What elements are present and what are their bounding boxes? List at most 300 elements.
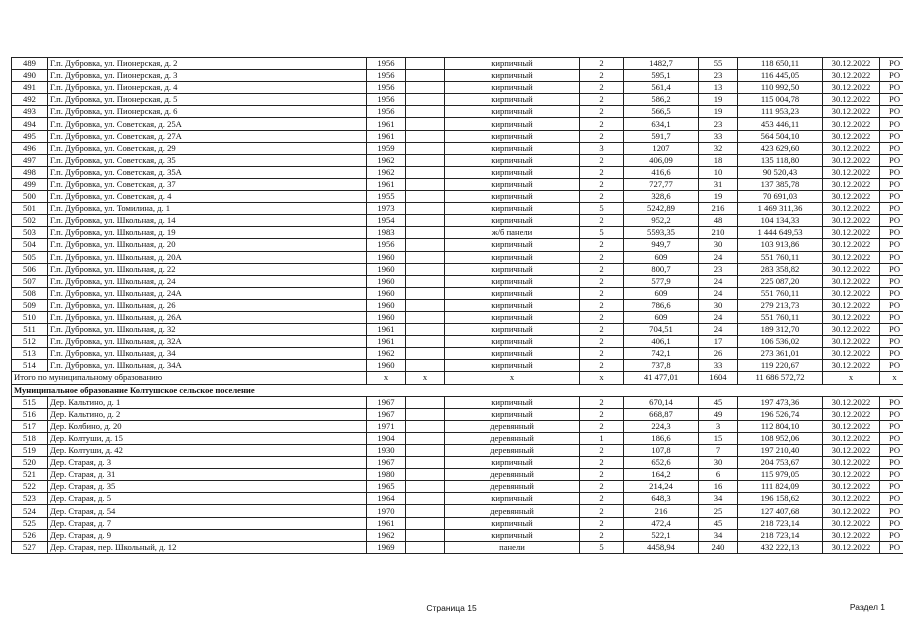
date-cell: 30.12.2022 xyxy=(823,469,880,481)
row-number: 508 xyxy=(12,287,48,299)
area-cell: 648,3 xyxy=(624,493,699,505)
date-cell: 30.12.2022 xyxy=(823,324,880,336)
address-cell: Г.п. Дубровка, ул. Томилина, д. 1 xyxy=(48,203,367,215)
address-cell: Г.п. Дубровка, ул. Школьная, д. 26А xyxy=(48,311,367,323)
residents-cell: 45 xyxy=(699,517,738,529)
row-number: 527 xyxy=(12,541,48,553)
cost-cell: 116 445,05 xyxy=(738,70,823,82)
empty-cell xyxy=(406,445,445,457)
floors-cell: 2 xyxy=(580,396,624,408)
year-cell: 1960 xyxy=(367,311,406,323)
method-cell: РО xyxy=(880,324,903,336)
year-cell: 1970 xyxy=(367,505,406,517)
floors-cell: 5 xyxy=(580,227,624,239)
address-cell: Дер. Старая, д. 9 xyxy=(48,529,367,541)
cost-cell: 423 629,60 xyxy=(738,142,823,154)
row-number: 494 xyxy=(12,118,48,130)
year-cell: 1962 xyxy=(367,529,406,541)
empty-cell xyxy=(406,130,445,142)
material-cell: деревянный xyxy=(445,505,580,517)
total-date: x xyxy=(823,372,880,384)
address-cell: Г.п. Дубровка, ул. Советская, д. 25А xyxy=(48,118,367,130)
empty-cell xyxy=(406,396,445,408)
residents-cell: 34 xyxy=(699,529,738,541)
method-cell: РО xyxy=(880,178,903,190)
address-cell: Г.п. Дубровка, ул. Советская, д. 29 xyxy=(48,142,367,154)
total-label: Итого по муниципальному образованию xyxy=(12,372,367,384)
address-cell: Г.п. Дубровка, ул. Пионерская, д. 3 xyxy=(48,70,367,82)
table-row xyxy=(12,324,903,336)
cost-cell: 103 913,86 xyxy=(738,239,823,251)
floors-cell: 2 xyxy=(580,239,624,251)
address-cell: Г.п. Дубровка, ул. Школьная, д. 19 xyxy=(48,227,367,239)
material-cell: кирпичный xyxy=(445,275,580,287)
method-cell: РО xyxy=(880,263,903,275)
row-number: 491 xyxy=(12,82,48,94)
address-cell: Дер. Кальтино, д. 1 xyxy=(48,396,367,408)
floors-cell: 2 xyxy=(580,311,624,323)
residents-cell: 216 xyxy=(699,203,738,215)
floors-cell: 2 xyxy=(580,130,624,142)
area-cell: 595,1 xyxy=(624,70,699,82)
year-cell: 1969 xyxy=(367,541,406,553)
row-number: 504 xyxy=(12,239,48,251)
section-title: Муниципальное образование Колтушское сельское поселение xyxy=(12,384,903,396)
table-row xyxy=(12,360,903,372)
material-cell: деревянный xyxy=(445,420,580,432)
year-cell: 1956 xyxy=(367,106,406,118)
address-cell: Г.п. Дубровка, ул. Советская, д. 4 xyxy=(48,191,367,203)
residents-cell: 23 xyxy=(699,263,738,275)
year-cell: 1959 xyxy=(367,142,406,154)
date-cell: 30.12.2022 xyxy=(823,360,880,372)
material-cell: кирпичный xyxy=(445,154,580,166)
residents-cell: 30 xyxy=(699,239,738,251)
method-cell: РО xyxy=(880,275,903,287)
row-number: 500 xyxy=(12,191,48,203)
row-number: 499 xyxy=(12,178,48,190)
address-cell: Г.п. Дубровка, ул. Школьная, д. 34А xyxy=(48,360,367,372)
table-row xyxy=(12,348,903,360)
empty-cell xyxy=(406,275,445,287)
year-cell: 1956 xyxy=(367,239,406,251)
row-number: 495 xyxy=(12,130,48,142)
residents-cell: 23 xyxy=(699,118,738,130)
cost-cell: 90 520,43 xyxy=(738,166,823,178)
year-cell: 1967 xyxy=(367,408,406,420)
floors-cell: 2 xyxy=(580,420,624,432)
empty-cell xyxy=(406,191,445,203)
residents-cell: 31 xyxy=(699,178,738,190)
method-cell: РО xyxy=(880,58,903,70)
empty-cell xyxy=(406,348,445,360)
material-cell: кирпичный xyxy=(445,324,580,336)
date-cell: 30.12.2022 xyxy=(823,215,880,227)
cost-cell: 551 760,11 xyxy=(738,311,823,323)
method-cell: РО xyxy=(880,348,903,360)
method-cell: РО xyxy=(880,432,903,444)
method-cell: РО xyxy=(880,481,903,493)
address-cell: Г.п. Дубровка, ул. Школьная, д. 24 xyxy=(48,275,367,287)
method-cell: РО xyxy=(880,239,903,251)
material-cell: кирпичный xyxy=(445,396,580,408)
area-cell: 561,4 xyxy=(624,82,699,94)
method-cell: РО xyxy=(880,94,903,106)
table-row xyxy=(12,396,903,408)
floors-cell: 2 xyxy=(580,287,624,299)
floors-cell: 1 xyxy=(580,432,624,444)
area-cell: 742,1 xyxy=(624,348,699,360)
cost-cell: 106 536,02 xyxy=(738,336,823,348)
row-number: 523 xyxy=(12,493,48,505)
material-cell: кирпичный xyxy=(445,191,580,203)
empty-cell xyxy=(406,106,445,118)
row-number: 522 xyxy=(12,481,48,493)
address-cell: Дер. Старая, д. 31 xyxy=(48,469,367,481)
address-cell: Дер. Старая, д. 7 xyxy=(48,517,367,529)
floors-cell: 2 xyxy=(580,106,624,118)
residents-cell: 33 xyxy=(699,360,738,372)
year-cell: 1955 xyxy=(367,191,406,203)
cost-cell: 196 158,62 xyxy=(738,493,823,505)
residents-cell: 240 xyxy=(699,541,738,553)
empty-cell xyxy=(406,469,445,481)
material-cell: кирпичный xyxy=(445,287,580,299)
row-number: 507 xyxy=(12,275,48,287)
method-cell: РО xyxy=(880,336,903,348)
empty-cell xyxy=(406,154,445,166)
address-cell: Г.п. Дубровка, ул. Советская, д. 37 xyxy=(48,178,367,190)
empty-cell xyxy=(406,432,445,444)
cost-cell: 196 526,74 xyxy=(738,408,823,420)
material-cell: кирпичный xyxy=(445,336,580,348)
material-cell: кирпичный xyxy=(445,178,580,190)
area-cell: 5593,35 xyxy=(624,227,699,239)
material-cell: кирпичный xyxy=(445,215,580,227)
date-cell: 30.12.2022 xyxy=(823,203,880,215)
floors-cell: 2 xyxy=(580,505,624,517)
material-cell: кирпичный xyxy=(445,94,580,106)
area-cell: 5242,89 xyxy=(624,203,699,215)
material-cell: деревянный xyxy=(445,481,580,493)
address-cell: Г.п. Дубровка, ул. Пионерская, д. 4 xyxy=(48,82,367,94)
date-cell: 30.12.2022 xyxy=(823,481,880,493)
date-cell: 30.12.2022 xyxy=(823,457,880,469)
table-row xyxy=(12,178,903,190)
row-number: 509 xyxy=(12,299,48,311)
method-cell: РО xyxy=(880,420,903,432)
area-cell: 224,3 xyxy=(624,420,699,432)
floors-cell: 2 xyxy=(580,263,624,275)
date-cell: 30.12.2022 xyxy=(823,251,880,263)
method-cell: РО xyxy=(880,493,903,505)
residents-cell: 3 xyxy=(699,420,738,432)
floors-cell: 2 xyxy=(580,82,624,94)
cost-cell: 111 824,09 xyxy=(738,481,823,493)
residents-cell: 30 xyxy=(699,457,738,469)
method-cell: РО xyxy=(880,287,903,299)
row-number: 498 xyxy=(12,166,48,178)
total-method: x xyxy=(880,372,903,384)
area-cell: 577,9 xyxy=(624,275,699,287)
row-number: 516 xyxy=(12,408,48,420)
residents-cell: 24 xyxy=(699,275,738,287)
material-cell: деревянный xyxy=(445,445,580,457)
row-number: 524 xyxy=(12,505,48,517)
floors-cell: 2 xyxy=(580,529,624,541)
table-row xyxy=(12,420,903,432)
area-cell: 186,6 xyxy=(624,432,699,444)
floors-cell: 2 xyxy=(580,178,624,190)
residents-cell: 24 xyxy=(699,324,738,336)
cost-cell: 70 691,03 xyxy=(738,191,823,203)
residents-cell: 6 xyxy=(699,469,738,481)
table-row xyxy=(12,445,903,457)
method-cell: РО xyxy=(880,299,903,311)
row-number: 526 xyxy=(12,529,48,541)
table-row xyxy=(12,239,903,251)
table-row xyxy=(12,70,903,82)
material-cell: панели xyxy=(445,541,580,553)
date-cell: 30.12.2022 xyxy=(823,275,880,287)
area-cell: 591,7 xyxy=(624,130,699,142)
date-cell: 30.12.2022 xyxy=(823,517,880,529)
residents-cell: 17 xyxy=(699,336,738,348)
date-cell: 30.12.2022 xyxy=(823,94,880,106)
material-cell: деревянный xyxy=(445,432,580,444)
residents-cell: 45 xyxy=(699,396,738,408)
empty-cell xyxy=(406,481,445,493)
table-row xyxy=(12,432,903,444)
empty-cell xyxy=(406,287,445,299)
year-cell: 1956 xyxy=(367,70,406,82)
year-cell: 1967 xyxy=(367,457,406,469)
row-number: 496 xyxy=(12,142,48,154)
floors-cell: 2 xyxy=(580,118,624,130)
method-cell: РО xyxy=(880,505,903,517)
year-cell: 1960 xyxy=(367,287,406,299)
table-row xyxy=(12,517,903,529)
method-cell: РО xyxy=(880,396,903,408)
residents-cell: 34 xyxy=(699,493,738,505)
material-cell: деревянный xyxy=(445,469,580,481)
area-cell: 786,6 xyxy=(624,299,699,311)
date-cell: 30.12.2022 xyxy=(823,166,880,178)
year-cell: 1962 xyxy=(367,348,406,360)
table-row xyxy=(12,94,903,106)
row-number: 517 xyxy=(12,420,48,432)
date-cell: 30.12.2022 xyxy=(823,118,880,130)
table-row xyxy=(12,191,903,203)
row-number: 521 xyxy=(12,469,48,481)
address-cell: Дер. Старая, пер. Школьный, д. 12 xyxy=(48,541,367,553)
residents-cell: 30 xyxy=(699,299,738,311)
year-cell: 1980 xyxy=(367,469,406,481)
year-cell: 1961 xyxy=(367,324,406,336)
method-cell: РО xyxy=(880,445,903,457)
residents-cell: 15 xyxy=(699,432,738,444)
table-row xyxy=(12,408,903,420)
date-cell: 30.12.2022 xyxy=(823,82,880,94)
date-cell: 30.12.2022 xyxy=(823,178,880,190)
table-row xyxy=(12,481,903,493)
empty-cell xyxy=(406,215,445,227)
row-number: 514 xyxy=(12,360,48,372)
area-cell: 406,09 xyxy=(624,154,699,166)
row-number: 512 xyxy=(12,336,48,348)
address-cell: Г.п. Дубровка, ул. Советская, д. 35 xyxy=(48,154,367,166)
method-cell: РО xyxy=(880,215,903,227)
table-row xyxy=(12,251,903,263)
cost-cell: 115 979,05 xyxy=(738,469,823,481)
total-residents: 1604 xyxy=(699,372,738,384)
table-row xyxy=(12,203,903,215)
date-cell: 30.12.2022 xyxy=(823,58,880,70)
cost-cell: 279 213,73 xyxy=(738,299,823,311)
date-cell: 30.12.2022 xyxy=(823,130,880,142)
cost-cell: 112 804,10 xyxy=(738,420,823,432)
table-row xyxy=(12,118,903,130)
cost-cell: 218 723,14 xyxy=(738,529,823,541)
table-row xyxy=(12,227,903,239)
floors-cell: 2 xyxy=(580,348,624,360)
year-cell: 1930 xyxy=(367,445,406,457)
area-cell: 522,1 xyxy=(624,529,699,541)
residents-cell: 32 xyxy=(699,142,738,154)
floors-cell: 5 xyxy=(580,203,624,215)
material-cell: кирпичный xyxy=(445,263,580,275)
area-cell: 704,51 xyxy=(624,324,699,336)
residents-cell: 33 xyxy=(699,130,738,142)
date-cell: 30.12.2022 xyxy=(823,311,880,323)
material-cell: кирпичный xyxy=(445,106,580,118)
cost-cell: 1 444 649,53 xyxy=(738,227,823,239)
cost-cell: 218 723,14 xyxy=(738,517,823,529)
cost-cell: 283 358,82 xyxy=(738,263,823,275)
empty-cell xyxy=(406,58,445,70)
method-cell: РО xyxy=(880,311,903,323)
area-cell: 1482,7 xyxy=(624,58,699,70)
floors-cell: 2 xyxy=(580,517,624,529)
method-cell: РО xyxy=(880,529,903,541)
residents-cell: 16 xyxy=(699,481,738,493)
row-number: 513 xyxy=(12,348,48,360)
cost-cell: 551 760,11 xyxy=(738,251,823,263)
year-cell: 1964 xyxy=(367,493,406,505)
cost-cell: 119 220,67 xyxy=(738,360,823,372)
table-row xyxy=(12,336,903,348)
material-cell: кирпичный xyxy=(445,58,580,70)
method-cell: РО xyxy=(880,408,903,420)
total-area: 41 477,01 xyxy=(624,372,699,384)
material-cell: кирпичный xyxy=(445,493,580,505)
method-cell: РО xyxy=(880,82,903,94)
cost-cell: 453 446,11 xyxy=(738,118,823,130)
empty-cell xyxy=(406,457,445,469)
year-cell: 1983 xyxy=(367,227,406,239)
table-row xyxy=(12,493,903,505)
area-cell: 566,5 xyxy=(624,106,699,118)
empty-cell xyxy=(406,541,445,553)
method-cell: РО xyxy=(880,70,903,82)
cost-cell: 189 312,70 xyxy=(738,324,823,336)
empty-cell xyxy=(406,227,445,239)
section-header-row xyxy=(12,384,903,396)
year-cell: 1962 xyxy=(367,166,406,178)
address-cell: Г.п. Дубровка, ул. Пионерская, д. 5 xyxy=(48,94,367,106)
residents-cell: 24 xyxy=(699,311,738,323)
section-label: Раздел 1 xyxy=(849,602,885,612)
material-cell: кирпичный xyxy=(445,299,580,311)
date-cell: 30.12.2022 xyxy=(823,336,880,348)
year-cell: 1954 xyxy=(367,215,406,227)
cost-cell: 1 469 311,36 xyxy=(738,203,823,215)
material-cell: кирпичный xyxy=(445,348,580,360)
floors-cell: 2 xyxy=(580,166,624,178)
date-cell: 30.12.2022 xyxy=(823,408,880,420)
cost-cell: 118 650,11 xyxy=(738,58,823,70)
material-cell: кирпичный xyxy=(445,118,580,130)
cost-cell: 115 004,78 xyxy=(738,94,823,106)
date-cell: 30.12.2022 xyxy=(823,445,880,457)
empty-cell xyxy=(406,142,445,154)
year-cell: 1956 xyxy=(367,58,406,70)
date-cell: 30.12.2022 xyxy=(823,106,880,118)
date-cell: 30.12.2022 xyxy=(823,396,880,408)
row-number: 519 xyxy=(12,445,48,457)
material-cell: кирпичный xyxy=(445,130,580,142)
material-cell: кирпичный xyxy=(445,82,580,94)
floors-cell: 2 xyxy=(580,493,624,505)
residents-cell: 48 xyxy=(699,215,738,227)
residents-cell: 49 xyxy=(699,408,738,420)
address-cell: Дер. Колбино, д. 20 xyxy=(48,420,367,432)
row-number: 492 xyxy=(12,94,48,106)
empty-cell xyxy=(406,299,445,311)
material-cell: кирпичный xyxy=(445,408,580,420)
cost-cell: 197 210,40 xyxy=(738,445,823,457)
row-number: 510 xyxy=(12,311,48,323)
empty-cell xyxy=(406,70,445,82)
year-cell: 1960 xyxy=(367,251,406,263)
cost-cell: 551 760,11 xyxy=(738,287,823,299)
empty-cell xyxy=(406,360,445,372)
address-cell: Г.п. Дубровка, ул. Школьная, д. 22 xyxy=(48,263,367,275)
address-cell: Г.п. Дубровка, ул. Школьная, д. 20А xyxy=(48,251,367,263)
address-cell: Дер. Кальтино, д. 2 xyxy=(48,408,367,420)
empty-cell xyxy=(406,336,445,348)
cost-cell: 197 473,36 xyxy=(738,396,823,408)
row-number: 501 xyxy=(12,203,48,215)
year-cell: 1961 xyxy=(367,130,406,142)
date-cell: 30.12.2022 xyxy=(823,541,880,553)
cost-cell: 111 953,23 xyxy=(738,106,823,118)
residents-cell: 210 xyxy=(699,227,738,239)
year-cell: 1961 xyxy=(367,118,406,130)
cost-cell: 104 134,33 xyxy=(738,215,823,227)
floors-cell: 2 xyxy=(580,481,624,493)
method-cell: РО xyxy=(880,106,903,118)
cost-cell: 273 361,01 xyxy=(738,348,823,360)
method-cell: РО xyxy=(880,517,903,529)
row-number: 503 xyxy=(12,227,48,239)
residents-cell: 26 xyxy=(699,348,738,360)
material-cell: кирпичный xyxy=(445,529,580,541)
table-row xyxy=(12,166,903,178)
date-cell: 30.12.2022 xyxy=(823,493,880,505)
empty-cell xyxy=(406,118,445,130)
table-row xyxy=(12,311,903,323)
